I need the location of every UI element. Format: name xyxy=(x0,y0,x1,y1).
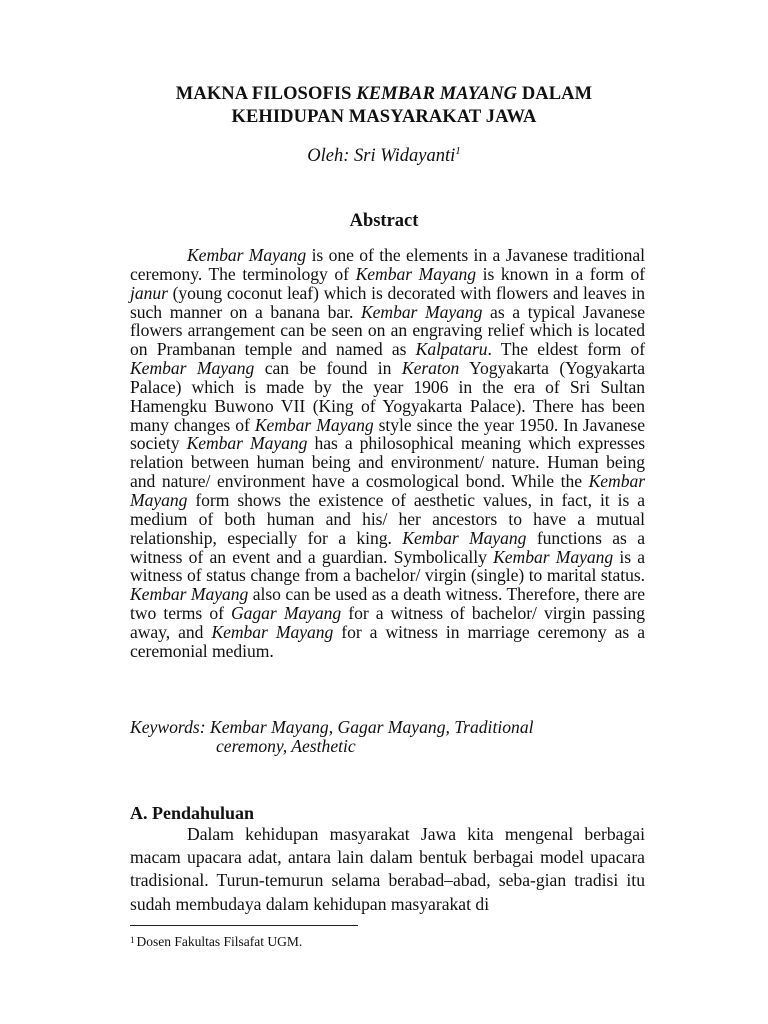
paper-title-line-2: KEHIDUPAN MASYARAKAT JAWA xyxy=(231,107,537,127)
abstract-italic-term: Keraton xyxy=(401,358,460,379)
footnote-mark: 1 xyxy=(130,935,135,945)
abstract-text-run: style since the year 1950. In Javanese society xyxy=(130,414,645,454)
abstract-text-run: is one of the elements in a Javanese traditional ceremony. The terminology of xyxy=(130,245,645,284)
title-prefix: MAKNA FILOSOFIS xyxy=(175,84,357,104)
keywords-line-2: ceremony, Aesthetic xyxy=(216,736,356,756)
abstract-text-run: is known in a form of xyxy=(476,263,645,284)
abstract-text-run: (young coconut leaf) which is decorated with flowers and leaves in such manner on a banana bar. xyxy=(130,282,645,322)
paper-title-line-1 xyxy=(0,84,768,105)
abstract-text-run: can be found in xyxy=(254,358,402,379)
abstract-text-run: has a philosophical meaning which expresses relation between human being and environment/ nature. Human being and nature/ environment have a cosmological bond. While the xyxy=(130,433,645,492)
abstract-italic-term: Kembar Mayang xyxy=(130,584,249,605)
abstract-italic-term: Kembar Mayang xyxy=(493,546,614,567)
abstract-text-run: Yogyakarta (Yogyakarta Palace) which is made by the year 1906 in the era of Sri Sultan Hamengku Buwono VII (King of Yogyakarta Palace). There has been many changes of xyxy=(130,358,645,435)
footnote xyxy=(130,934,302,950)
abstract-italic-term: Kembar Mayang xyxy=(130,471,645,510)
abstract-text-run: form shows the existence of aesthetic values, in fact, it is a medium of both human and his/ her ancestors to have a mutual relationship, especially for a king. xyxy=(130,489,645,548)
abstract-body xyxy=(130,246,645,661)
abstract-text-run: . The eldest form of xyxy=(487,339,646,360)
title-suffix: DALAM xyxy=(517,84,593,104)
abstract-italic-term: Kembar Mayang xyxy=(186,433,308,454)
abstract-text-run: as a typical Javanese flowers arrangement can be seen on an engraving relief which is located on Prambanan temple and named as xyxy=(130,301,646,360)
footnote-text: Dosen Fakultas Filsafat UGM. xyxy=(136,934,303,949)
abstract-italic-term: Gagar Mayang xyxy=(231,603,342,624)
abstract-italic-term: Kembar Mayang xyxy=(355,263,476,284)
title-italic-term: KEMBAR MAYANG xyxy=(356,84,518,104)
author-line xyxy=(0,146,768,167)
abstract-italic-term: Kembar Mayang xyxy=(187,245,307,265)
abstract-italic-term: janur xyxy=(130,282,168,303)
footnote-divider xyxy=(130,925,358,926)
keywords-line-1: Keywords: Kembar Mayang, Gagar Mayang, Traditional xyxy=(130,717,534,737)
section-heading: A. Pendahuluan xyxy=(130,803,255,823)
abstract-text-run: is a witness of status change from a bachelor/ virgin (single) to marital status. xyxy=(130,546,646,586)
abstract-italic-term: Kembar Mayang xyxy=(254,414,374,435)
section-body xyxy=(130,823,645,916)
abstract-heading: Abstract xyxy=(349,211,419,231)
abstract-paragraph xyxy=(130,246,645,661)
author-name: Oleh: Sri Widayanti xyxy=(307,146,456,166)
abstract-italic-term: Kalpataru xyxy=(415,339,488,360)
abstract-text-run: for a witness of bachelor/ virgin passing away, and xyxy=(130,603,645,642)
section-paragraph: Dalam kehidupan masyarakat Jawa kita mengenal berbagai macam upacara adat, antara lain dalam bentuk berbagai model upacara tradisional. Turun-temurun selama berabad–abad, seba-gian tradisi itu sudah membudaya dalam kehidupan masyarakat di xyxy=(130,824,645,914)
abstract-italic-term: Kembar Mayang xyxy=(402,527,527,548)
abstract-text-run: for a witness in marriage ceremony as a ceremonial medium. xyxy=(130,621,646,661)
abstract-italic-term: Kembar Mayang xyxy=(211,621,334,642)
abstract-text-run: also can be used as a death witness. Therefore, there are two terms of xyxy=(130,584,646,624)
author-footnote-mark: 1 xyxy=(455,145,461,157)
abstract-text-run: functions as a witness of an event and a guardian. Symbolically xyxy=(130,527,645,567)
abstract-italic-term: Kembar Mayang xyxy=(130,358,255,379)
abstract-italic-term: Kembar Mayang xyxy=(360,301,483,322)
